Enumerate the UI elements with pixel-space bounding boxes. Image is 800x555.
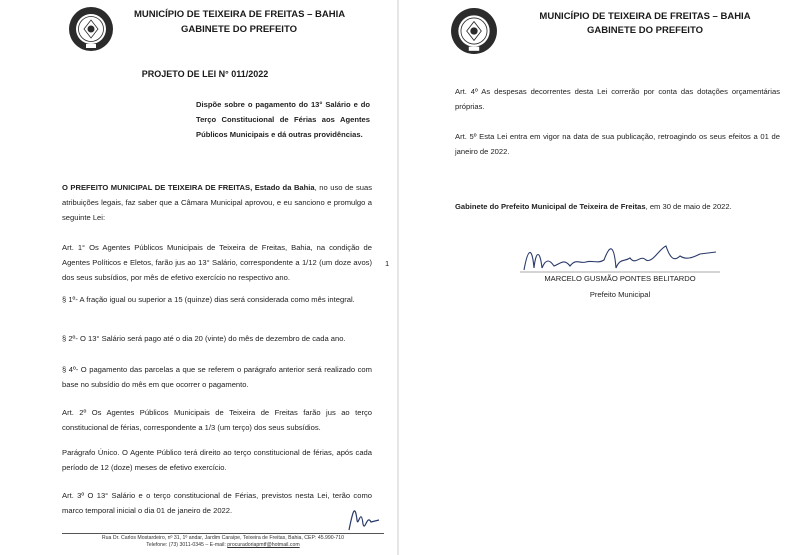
bill-summary: Dispõe sobre o pagamento do 13° Salário e do Terço Constitucional de Férias aos Agentes Públicos Municipais e dá outras providências. bbox=[196, 100, 370, 139]
article-4: Art. 4º As despesas decorrentes desta Lei correrão por conta das dotações orçamentárias próprias. bbox=[455, 87, 780, 111]
preamble-text: , no uso de suas atribuições legais, faz saber que a Câmara Municipal aprovou, e eu sanciono e promulgo a seguinte Lei: bbox=[62, 183, 372, 222]
article-1-paragraph-4: § 4º- O pagamento das parcelas a que se referem o parágrafo anterior será realizado com base no subsídio do mês em que ocorrer o pagamento. bbox=[62, 365, 372, 389]
header-office: GABINETE DO PREFEITO bbox=[181, 24, 297, 35]
header-office: GABINETE DO PREFEITO bbox=[587, 25, 703, 36]
signatory-role: Prefeito Municipal bbox=[589, 290, 651, 299]
article-2: Art. 2º Os Agentes Públicos Municipais de Teixeira de Freitas farão jus ao terço constitucional de férias, correspondente a 1/3 (um terço) dos seus subsídios. bbox=[62, 408, 372, 432]
article-3: Art. 3º O 13° Salário e o terço constitucional de Férias, previstos nesta Lei, terão como marco temporal inicial o dia 01 de janeiro de 2022. bbox=[62, 491, 372, 515]
article-1-paragraph-1: § 1º- A fração igual ou superior a 15 (quinze) dias será considerada como mês integral. bbox=[62, 295, 355, 304]
page-divider bbox=[397, 0, 399, 555]
footer-address: Rua Dr. Carlos Mostardeiro, nº 31, 1º andar, Jardim Caraípe, Teixeira de Freitas, Bahia, CEP: 45.990-710 bbox=[101, 535, 345, 541]
article-2-sole-paragraph: Parágrafo Único. O Agente Público terá direito ao terço constitucional de férias, após cada período de 12 (doze) meses de efetivo exercício. bbox=[62, 448, 372, 472]
closing-date: , em 30 de maio de 2022. bbox=[645, 202, 732, 211]
footer-rule bbox=[62, 533, 384, 534]
footer-phone: Telefone: (73) 3011-0345 – E-mail: bbox=[146, 542, 228, 548]
header-municipality: MUNICÍPIO DE TEIXEIRA DE FREITAS – BAHIA bbox=[134, 9, 346, 20]
document-page-2 bbox=[400, 0, 800, 555]
preamble bbox=[62, 180, 372, 225]
footer-email: procuradoriapmtf@hotmail.com bbox=[227, 542, 300, 548]
footer-contact bbox=[62, 542, 384, 549]
preamble-authority: O PREFEITO MUNICIPAL DE TEIXEIRA DE FREITAS, Estado da Bahia bbox=[62, 183, 315, 192]
closing-office: Gabinete do Prefeito Municipal de Teixeira de Freitas bbox=[455, 202, 646, 211]
article-5: Art. 5º Esta Lei entra em vigor na data de sua publicação, retroagindo os seus efeitos a 01 de janeiro de 2022. bbox=[455, 132, 780, 156]
signatory-name: MARCELO GUSMÃO PONTES BELITARDO bbox=[544, 274, 696, 283]
page-number: 1 bbox=[385, 259, 390, 268]
closing-line bbox=[455, 199, 785, 214]
initials-icon bbox=[345, 500, 381, 536]
header-municipality: MUNICÍPIO DE TEIXEIRA DE FREITAS – BAHIA bbox=[539, 11, 751, 22]
municipal-seal-icon bbox=[450, 7, 498, 55]
article-1: Art. 1° Os Agentes Públicos Municipais de Teixeira de Freitas, Bahia, na condição de Agentes Políticos e Eletos, farão jus ao 13° Salário, correspondente a 1/12 (um doze avos) dos seus subsídios, por mês de efetivo exercício no respectivo ano. bbox=[62, 243, 372, 282]
bill-title: PROJETO DE LEI N° 011/2022 bbox=[141, 69, 269, 79]
article-1-paragraph-2: § 2º- O 13° Salário será pago até o dia 20 (vinte) do mês de dezembro de cada ano. bbox=[62, 334, 346, 343]
document-page-1 bbox=[0, 0, 397, 555]
municipal-seal-icon bbox=[68, 6, 114, 52]
